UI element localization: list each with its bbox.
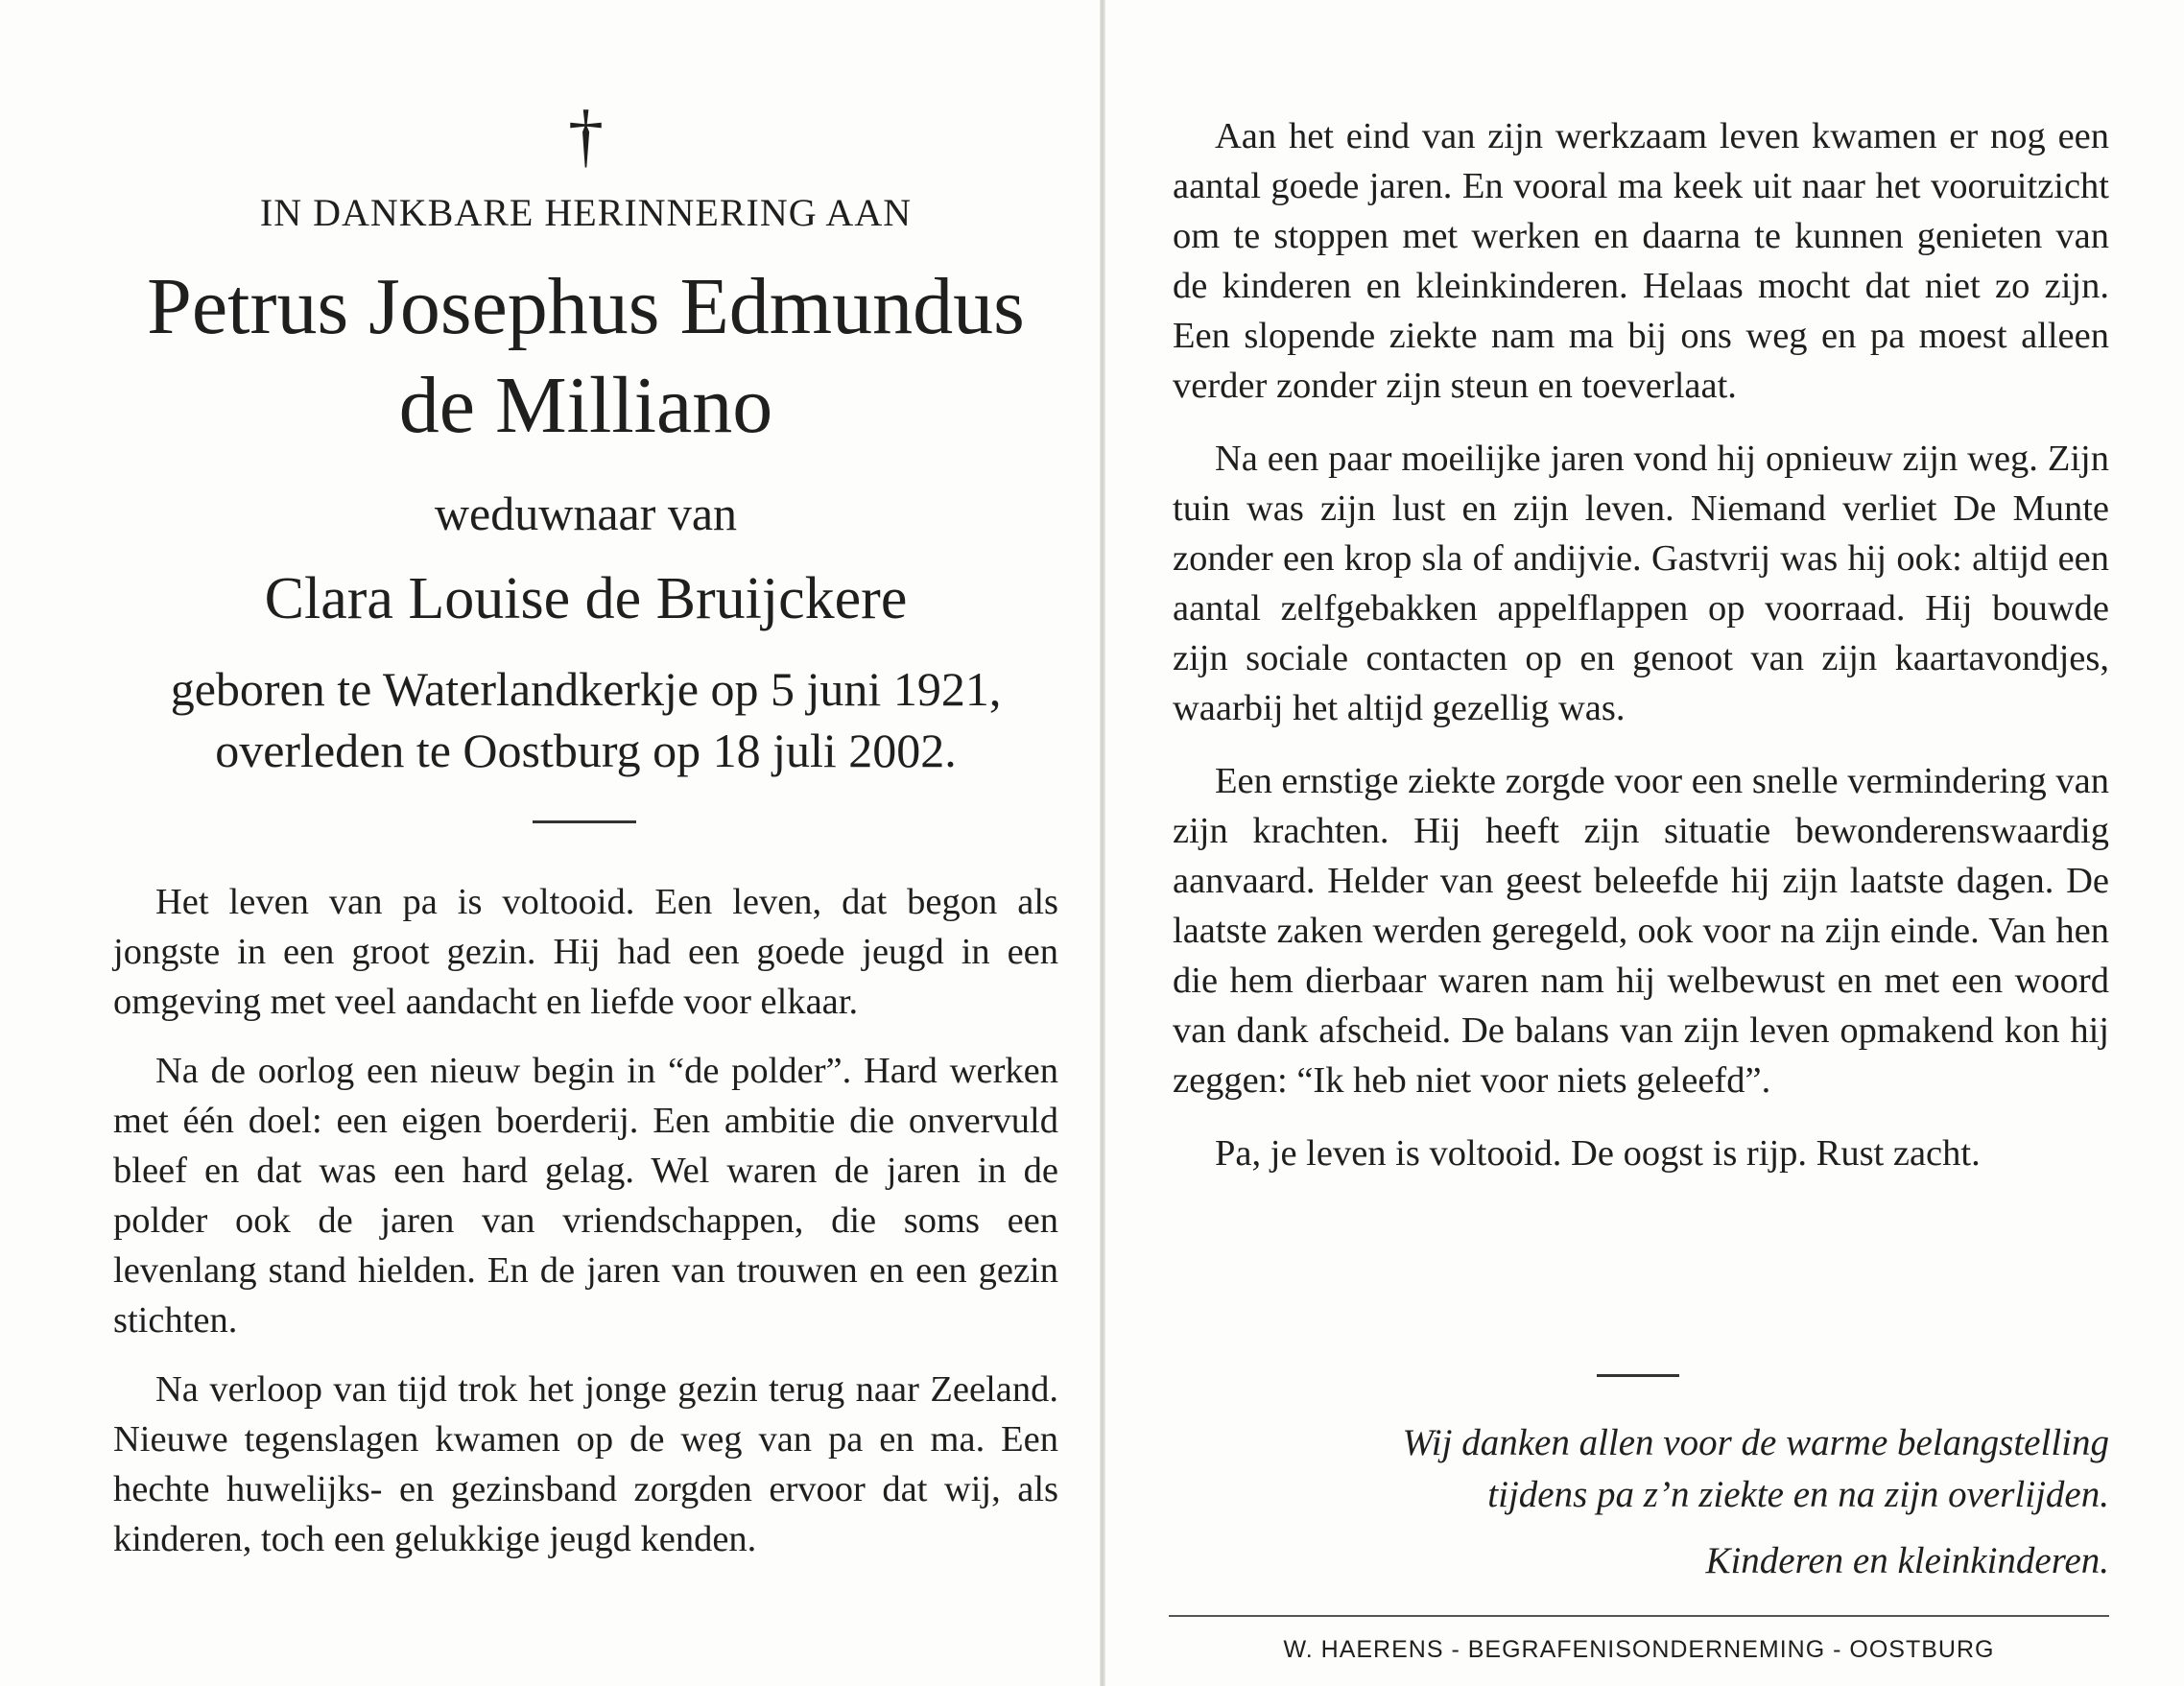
thanks-line1: Wij danken allen voor de warme belangstelling bbox=[1402, 1422, 2109, 1463]
paragraph: Het leven van pa is voltooid. Een leven, dat begon als jongste in een groot gezin. Hij had een goede jeugd in een omgeving met veel aandacht en liefde voor elkaar. bbox=[113, 882, 1058, 1022]
death-line: overleden te Oostburg op 18 juli 2002. bbox=[215, 724, 957, 777]
card-fold bbox=[1100, 0, 1105, 1686]
deceased-name bbox=[113, 257, 1058, 455]
intro-heading: IN DANKBARE HERINNERING AAN bbox=[259, 191, 913, 234]
paragraph: Na een paar moeilijke jaren vond hij opnieuw zijn weg. Zijn tuin was zijn lust en zijn leven. Niemand verliet De Munte zonder een krop sla of andijvie. Gastvrij was hij ook: altijd een aantal zelfgebakken appelflappen op voorraad. Hij bouwde zijn sociale contacten op en genoot van zijn kaartavondjes, waarbij het altijd gezellig was. bbox=[1173, 439, 2109, 728]
deceased-name-line2: de Milliano bbox=[398, 361, 773, 450]
left-panel bbox=[113, 0, 1058, 1686]
footer-divider bbox=[1169, 1615, 2109, 1617]
right-body bbox=[1173, 111, 2109, 1178]
thanks-line2: tijdens pa z’n ziekte en na zijn overlijden. bbox=[1487, 1474, 2109, 1515]
divider bbox=[533, 820, 636, 823]
deceased-name-line1: Petrus Josephus Edmundus bbox=[147, 262, 1025, 351]
cross-icon: † bbox=[568, 97, 604, 176]
signature: Kinderen en kleinkinderen. bbox=[1705, 1540, 2109, 1581]
relation-text: weduwnaar van bbox=[434, 487, 738, 540]
divider bbox=[1597, 1374, 1679, 1377]
paragraph: Na de oorlog een nieuw begin in “de polder”. Hard werken met één doel: een eigen boerderij. Een ambitie die onvervuld bleef en dat was een hard gelag. Wel waren de jaren in de polder ook de jaren van vriendschappen, die soms een levenlang stand hielden. En de jaren van trouwen en een gezin stichten. bbox=[113, 1051, 1058, 1341]
funeral-home-footer: W. HAERENS - BEGRAFENISONDERNEMING - OOSTBURG bbox=[1283, 1636, 1995, 1663]
paragraph: Aan het eind van zijn werkzaam leven kwamen er nog een aantal goede jaren. En vooral ma keek uit naar het vooruitzicht om te stoppen met werken en daarna te kunnen genieten van de kinderen en kleinkinderen. Helaas mocht dat niet zo zijn. Een slopende ziekte nam ma bij ons weg en pa moest alleen verder zonder zijn steun en toeverlaat. bbox=[1173, 116, 2109, 406]
right-panel bbox=[1169, 0, 2109, 1686]
life-dates bbox=[113, 658, 1058, 781]
thanks-note bbox=[1169, 1417, 2109, 1521]
spouse-name: Clara Louise de Bruijckere bbox=[264, 566, 908, 631]
paragraph: Een ernstige ziekte zorgde voor een snelle vermindering van zijn krachten. Hij heeft zijn situatie bewonderenswaardig aanvaard. Helder van geest beleefde hij zijn laatste dagen. De laatste zaken werden geregeld, ook voor na zijn einde. Van hen die hem dierbaar waren nam hij welbewust en met een woord van dank afscheid. De balans van zijn leven opmakend kon hij zeggen: “Ik heb niet voor niets geleefd”. bbox=[1173, 761, 2109, 1101]
paragraph: Pa, je leven is voltooid. De oogst is rijp. Rust zacht. bbox=[1215, 1133, 1981, 1174]
paragraph: Na verloop van tijd trok het jonge gezin terug naar Zeeland. Nieuwe tegenslagen kwamen op de weg van pa en ma. Een hechte huwelijks- en gezinsband zorgden ervoor dat wij, als kinderen, toch een gelukkige jeugd kenden. bbox=[113, 1369, 1058, 1559]
left-body bbox=[113, 877, 1058, 1564]
birth-line: geboren te Waterlandkerkje op 5 juni 1921, bbox=[170, 662, 1002, 716]
